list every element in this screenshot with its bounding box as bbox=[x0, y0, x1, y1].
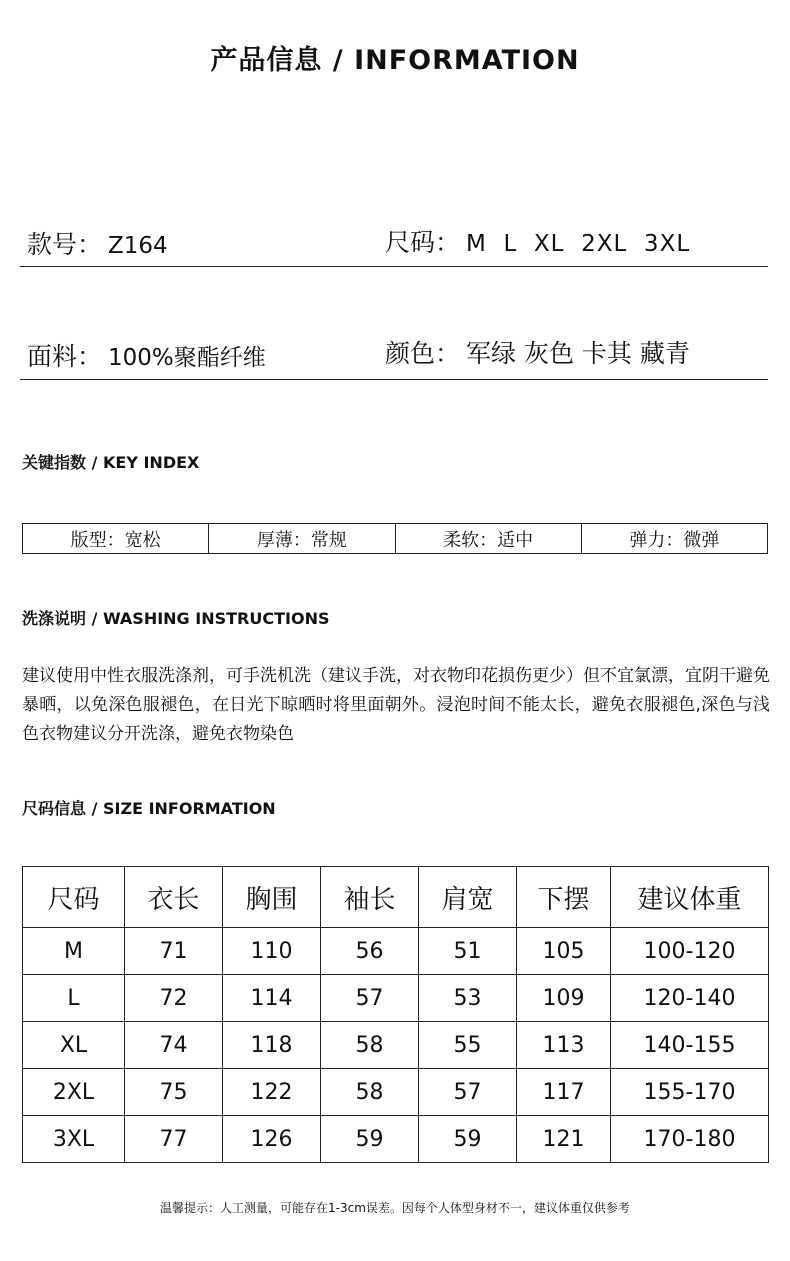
colors-value: 军绿 灰色 卡其 藏青 bbox=[466, 339, 690, 368]
key-index-cell: 弹力：微弹 bbox=[629, 529, 720, 551]
table-row bbox=[23, 1069, 769, 1116]
key-index-title: 关键指数 / KEY INDEX bbox=[22, 453, 200, 472]
table-header-cell: 建议体重 bbox=[611, 867, 769, 928]
table-cell: 59 bbox=[321, 1116, 419, 1163]
table-header-cell: 尺码 bbox=[23, 867, 125, 928]
table-row bbox=[23, 1022, 769, 1069]
size-table bbox=[22, 866, 769, 1163]
fabric-value: 100%聚酯纤维 bbox=[108, 345, 266, 371]
table-cell: 121 bbox=[517, 1116, 611, 1163]
table-cell: 71 bbox=[125, 928, 223, 975]
table-cell: 3XL bbox=[23, 1116, 125, 1163]
size-range bbox=[385, 223, 690, 259]
divider bbox=[20, 379, 768, 380]
table-header-cell: 肩宽 bbox=[419, 867, 517, 928]
table-cell: 110 bbox=[223, 928, 321, 975]
key-index-table bbox=[22, 523, 768, 554]
fabric bbox=[27, 337, 266, 373]
table-cell: 155-170 bbox=[611, 1069, 769, 1116]
colors-label: 颜色： bbox=[385, 339, 461, 368]
style-number-label: 款号： bbox=[27, 230, 103, 259]
size-range-label: 尺码： bbox=[385, 228, 461, 257]
page-title: 产品信息 / INFORMATION bbox=[210, 45, 580, 76]
table-cell: 51 bbox=[419, 928, 517, 975]
table-row bbox=[23, 975, 769, 1022]
footer-note: 温馨提示：人工测量，可能存在1-3cm误差。因每个人体型身材不一，建议体重仅供参考 bbox=[160, 1201, 630, 1215]
table-row bbox=[23, 928, 769, 975]
table-cell: 114 bbox=[223, 975, 321, 1022]
table-cell: XL bbox=[23, 1022, 125, 1069]
table-header-cell: 下摆 bbox=[517, 867, 611, 928]
table-cell: 55 bbox=[419, 1022, 517, 1069]
table-cell: 58 bbox=[321, 1069, 419, 1116]
table-cell: 122 bbox=[223, 1069, 321, 1116]
table-header-row bbox=[23, 867, 769, 928]
table-cell: L bbox=[23, 975, 125, 1022]
washing-title: 洗涤说明 / WASHING INSTRUCTIONS bbox=[22, 609, 330, 628]
table-header-cell: 胸围 bbox=[223, 867, 321, 928]
table-cell: 57 bbox=[321, 975, 419, 1022]
washing-text: 建议使用中性衣服洗涤剂，可手洗机洗（建议手洗，对衣物印花损伤更少）但不宜氯漂，宜阴干避免暴晒，以免深色服褪色，在日光下晾晒时将里面朝外。浸泡时间不能太长，避免衣服褪色,深色与浅色衣物建议分开洗涤，避免衣物染色 bbox=[22, 666, 770, 744]
table-cell: 56 bbox=[321, 928, 419, 975]
size-range-value: M L XL 2XL 3XL bbox=[466, 231, 691, 257]
table-cell: 140-155 bbox=[611, 1022, 769, 1069]
table-cell: M bbox=[23, 928, 125, 975]
table-row bbox=[23, 1116, 769, 1163]
size-info-title: 尺码信息 / SIZE INFORMATION bbox=[22, 799, 276, 818]
colors bbox=[385, 334, 690, 370]
fabric-label: 面料： bbox=[27, 342, 103, 371]
table-cell: 58 bbox=[321, 1022, 419, 1069]
style-number-value: Z164 bbox=[108, 233, 168, 259]
table-header-cell: 袖长 bbox=[321, 867, 419, 928]
table-header-cell: 衣长 bbox=[125, 867, 223, 928]
table-cell: 105 bbox=[517, 928, 611, 975]
table-cell: 72 bbox=[125, 975, 223, 1022]
table-cell: 126 bbox=[223, 1116, 321, 1163]
table-cell: 117 bbox=[517, 1069, 611, 1116]
table-cell: 118 bbox=[223, 1022, 321, 1069]
divider bbox=[20, 266, 768, 267]
table-cell: 113 bbox=[517, 1022, 611, 1069]
table-cell: 53 bbox=[419, 975, 517, 1022]
table-cell: 2XL bbox=[23, 1069, 125, 1116]
table-cell: 100-120 bbox=[611, 928, 769, 975]
table-cell: 120-140 bbox=[611, 975, 769, 1022]
table-cell: 75 bbox=[125, 1069, 223, 1116]
table-cell: 74 bbox=[125, 1022, 223, 1069]
key-index-cell: 柔软：适中 bbox=[396, 524, 582, 553]
table-cell: 77 bbox=[125, 1116, 223, 1163]
table-cell: 57 bbox=[419, 1069, 517, 1116]
table-cell: 59 bbox=[419, 1116, 517, 1163]
table-cell: 170-180 bbox=[611, 1116, 769, 1163]
table-cell: 109 bbox=[517, 975, 611, 1022]
style-number bbox=[27, 225, 168, 261]
key-index-cell: 厚薄：常规 bbox=[209, 524, 395, 553]
key-index-cell: 版型：宽松 bbox=[23, 524, 209, 553]
